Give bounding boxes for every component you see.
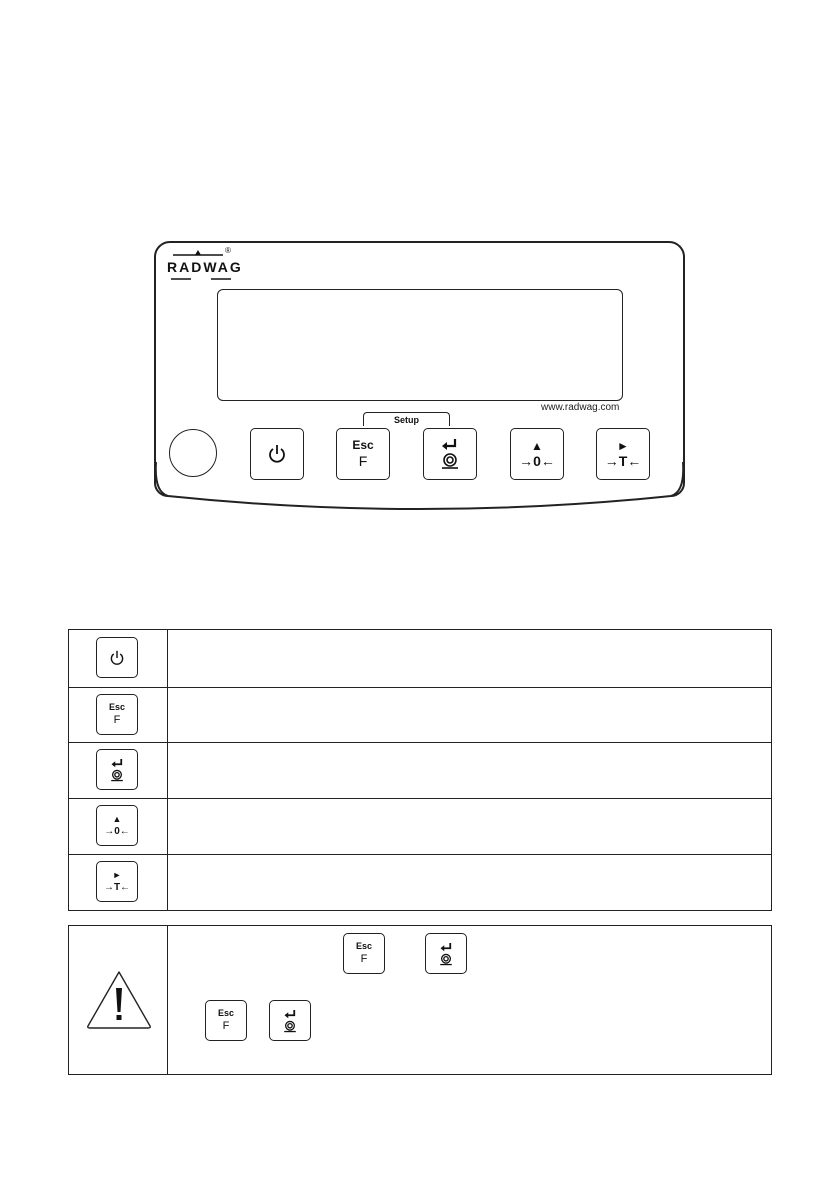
table-description-cell (168, 743, 772, 799)
up-zero-key-icon (96, 805, 138, 846)
right-tare-key-icon (96, 861, 138, 902)
print-icon (109, 769, 125, 782)
enter-icon (440, 438, 460, 452)
up-zero-button[interactable] (510, 428, 564, 480)
power-icon (267, 443, 287, 465)
esc-label: Esc (217, 1008, 234, 1018)
up-arrow-icon: ▲ (112, 813, 122, 824)
table-icon-cell (69, 688, 168, 743)
enter-print-key-icon (269, 1000, 311, 1041)
level-indicator-button[interactable] (169, 429, 217, 477)
power-icon (109, 649, 125, 667)
table-row (69, 630, 772, 688)
print-icon (439, 452, 461, 470)
esc-label: Esc (355, 941, 372, 951)
esc-f-key-icon (96, 694, 138, 735)
warning-triangle-icon (84, 968, 154, 1030)
enter-print-button[interactable] (423, 428, 477, 480)
right-arrow-icon: ► (617, 439, 629, 453)
f-label: F (360, 953, 368, 965)
f-label: F (113, 714, 121, 726)
table-icon-cell (69, 743, 168, 799)
tare-icon: →T← (103, 881, 131, 893)
enter-print-key-icon (96, 749, 138, 790)
enter-icon (110, 758, 125, 769)
table-icon-cell (69, 855, 168, 911)
table-row (69, 743, 772, 799)
up-arrow-icon: ▲ (531, 439, 543, 453)
table-row (69, 855, 772, 911)
website-url: www.radwag.com (541, 402, 620, 413)
table-description-cell (168, 630, 772, 688)
lcd-display (217, 289, 623, 401)
registered-mark: ® (225, 246, 231, 255)
enter-icon (439, 942, 454, 953)
table-icon-cell (69, 630, 168, 688)
enter-print-key-icon (425, 933, 467, 974)
table-row (69, 799, 772, 855)
f-label: F (358, 453, 368, 469)
table-description-cell (168, 855, 772, 911)
tare-icon: →T← (604, 453, 642, 469)
keys-table (68, 629, 772, 911)
enter-icon (283, 1009, 298, 1020)
right-tare-button[interactable] (596, 428, 650, 480)
esc-label: Esc (352, 438, 374, 452)
print-icon (438, 953, 454, 966)
radwag-logo (167, 246, 245, 283)
esc-f-key-icon (205, 1000, 247, 1041)
table-description-cell (168, 688, 772, 743)
zero-icon: →0← (519, 453, 555, 469)
esc-f-key-icon (343, 933, 385, 974)
brand-name: RADWAG (167, 259, 243, 275)
table-description-cell (168, 799, 772, 855)
power-button[interactable] (250, 428, 304, 480)
warning-divider (167, 926, 168, 1074)
esc-label: Esc (108, 702, 125, 712)
right-arrow-icon: ► (112, 869, 122, 880)
table-row (69, 688, 772, 743)
esc-f-button[interactable] (336, 428, 390, 480)
print-icon (282, 1020, 298, 1033)
power-key-icon (96, 637, 138, 678)
setup-label: Setup (393, 415, 419, 425)
warning-box (68, 925, 772, 1075)
table-icon-cell (69, 799, 168, 855)
f-label: F (222, 1020, 230, 1032)
zero-icon: →0← (104, 825, 130, 837)
